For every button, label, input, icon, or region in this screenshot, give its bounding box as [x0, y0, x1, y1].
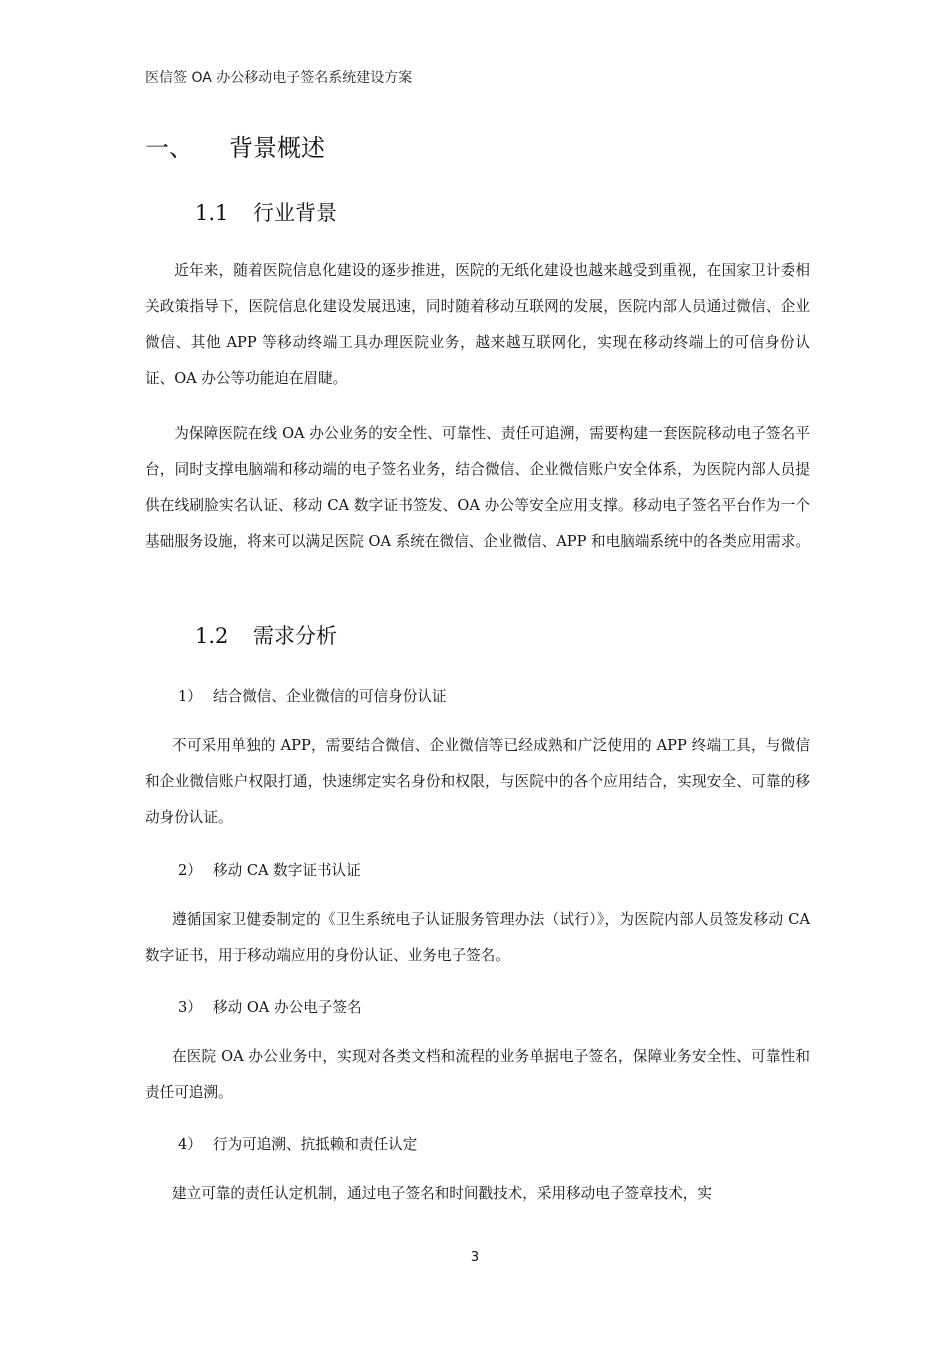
- requirement-text-2: 遵循国家卫健委制定的《卫生系统电子认证服务管理办法（试行）》，为医院内部人员签发移动 CA 数字证书，用于移动端应用的身份认证、业务电子签名。: [145, 911, 810, 964]
- running-header: 医信签 OA 办公移动电子签名系统建设方案: [145, 70, 413, 86]
- section-number: 一、: [145, 134, 193, 162]
- requirement-item-1: 1） 结合微信、企业微信的可信身份认证: [178, 688, 447, 705]
- subsection-title: 需求分析: [253, 624, 337, 648]
- paragraph-industry-background-2: 为保障医院在线 OA 办公业务的安全性、可靠性、责任可追溯，需要构建一套医院移动电子签名平台，同时支撑电脑端和移动端的电子签名业务，结合微信、企业微信账户安全体系，为医院内部人员提供在线刷脸实名认证、移动 CA 数字证书签发、OA 办公等安全应用支撑。移动电子签名平台作为一个基础服务设施，将来可以满足医院 OA 系统在微信、企业微信、APP 和电脑端系统中的各类应用需求。: [145, 425, 810, 550]
- requirement-text-3: 在医院 OA 办公业务中，实现对各类文档和流程的业务单据电子签名，保障业务安全性、可靠性和责任可追溯。: [145, 1048, 810, 1101]
- subsection-title: 行业背景: [253, 201, 337, 225]
- requirement-text-4: 建立可靠的责任认定机制，通过电子签名和时间戳技术，采用移动电子签章技术，实: [172, 1185, 712, 1202]
- requirement-item-4: 4） 行为可追溯、抗抵赖和责任认定: [178, 1136, 418, 1153]
- section-heading-1: [145, 128, 325, 163]
- subsection-heading-1-2: [195, 620, 337, 650]
- requirement-item-2: 2） 移动 CA 数字证书认证: [178, 862, 361, 879]
- subsection-heading-1-1: [195, 197, 337, 227]
- subsection-number: 1.2: [195, 624, 229, 648]
- requirement-item-3: 3） 移动 OA 办公电子签名: [178, 999, 362, 1016]
- page-number: 3: [470, 1250, 480, 1265]
- paragraph-industry-background-1: 近年来，随着医院信息化建设的逐步推进，医院的无纸化建设也越来越受到重视，在国家卫计委相关政策指导下，医院信息化建设发展迅速，同时随着移动互联网的发展，医院内部人员通过微信、企业微信、其他 APP 等移动终端工具办理医院业务，越来越互联网化，实现在移动终端上的可信身份认证、OA 办公等功能迫在眉睫。: [145, 262, 810, 387]
- requirement-text-1: 不可采用单独的 APP，需要结合微信、企业微信等已经成熟和广泛使用的 APP 终端工具，与微信和企业微信账户权限打通，快速绑定实名身份和权限，与医院中的各个应用结合，实现安全、可靠的移动身份认证。: [145, 737, 810, 826]
- subsection-number: 1.1: [195, 201, 229, 225]
- section-title: 背景概述: [229, 134, 325, 162]
